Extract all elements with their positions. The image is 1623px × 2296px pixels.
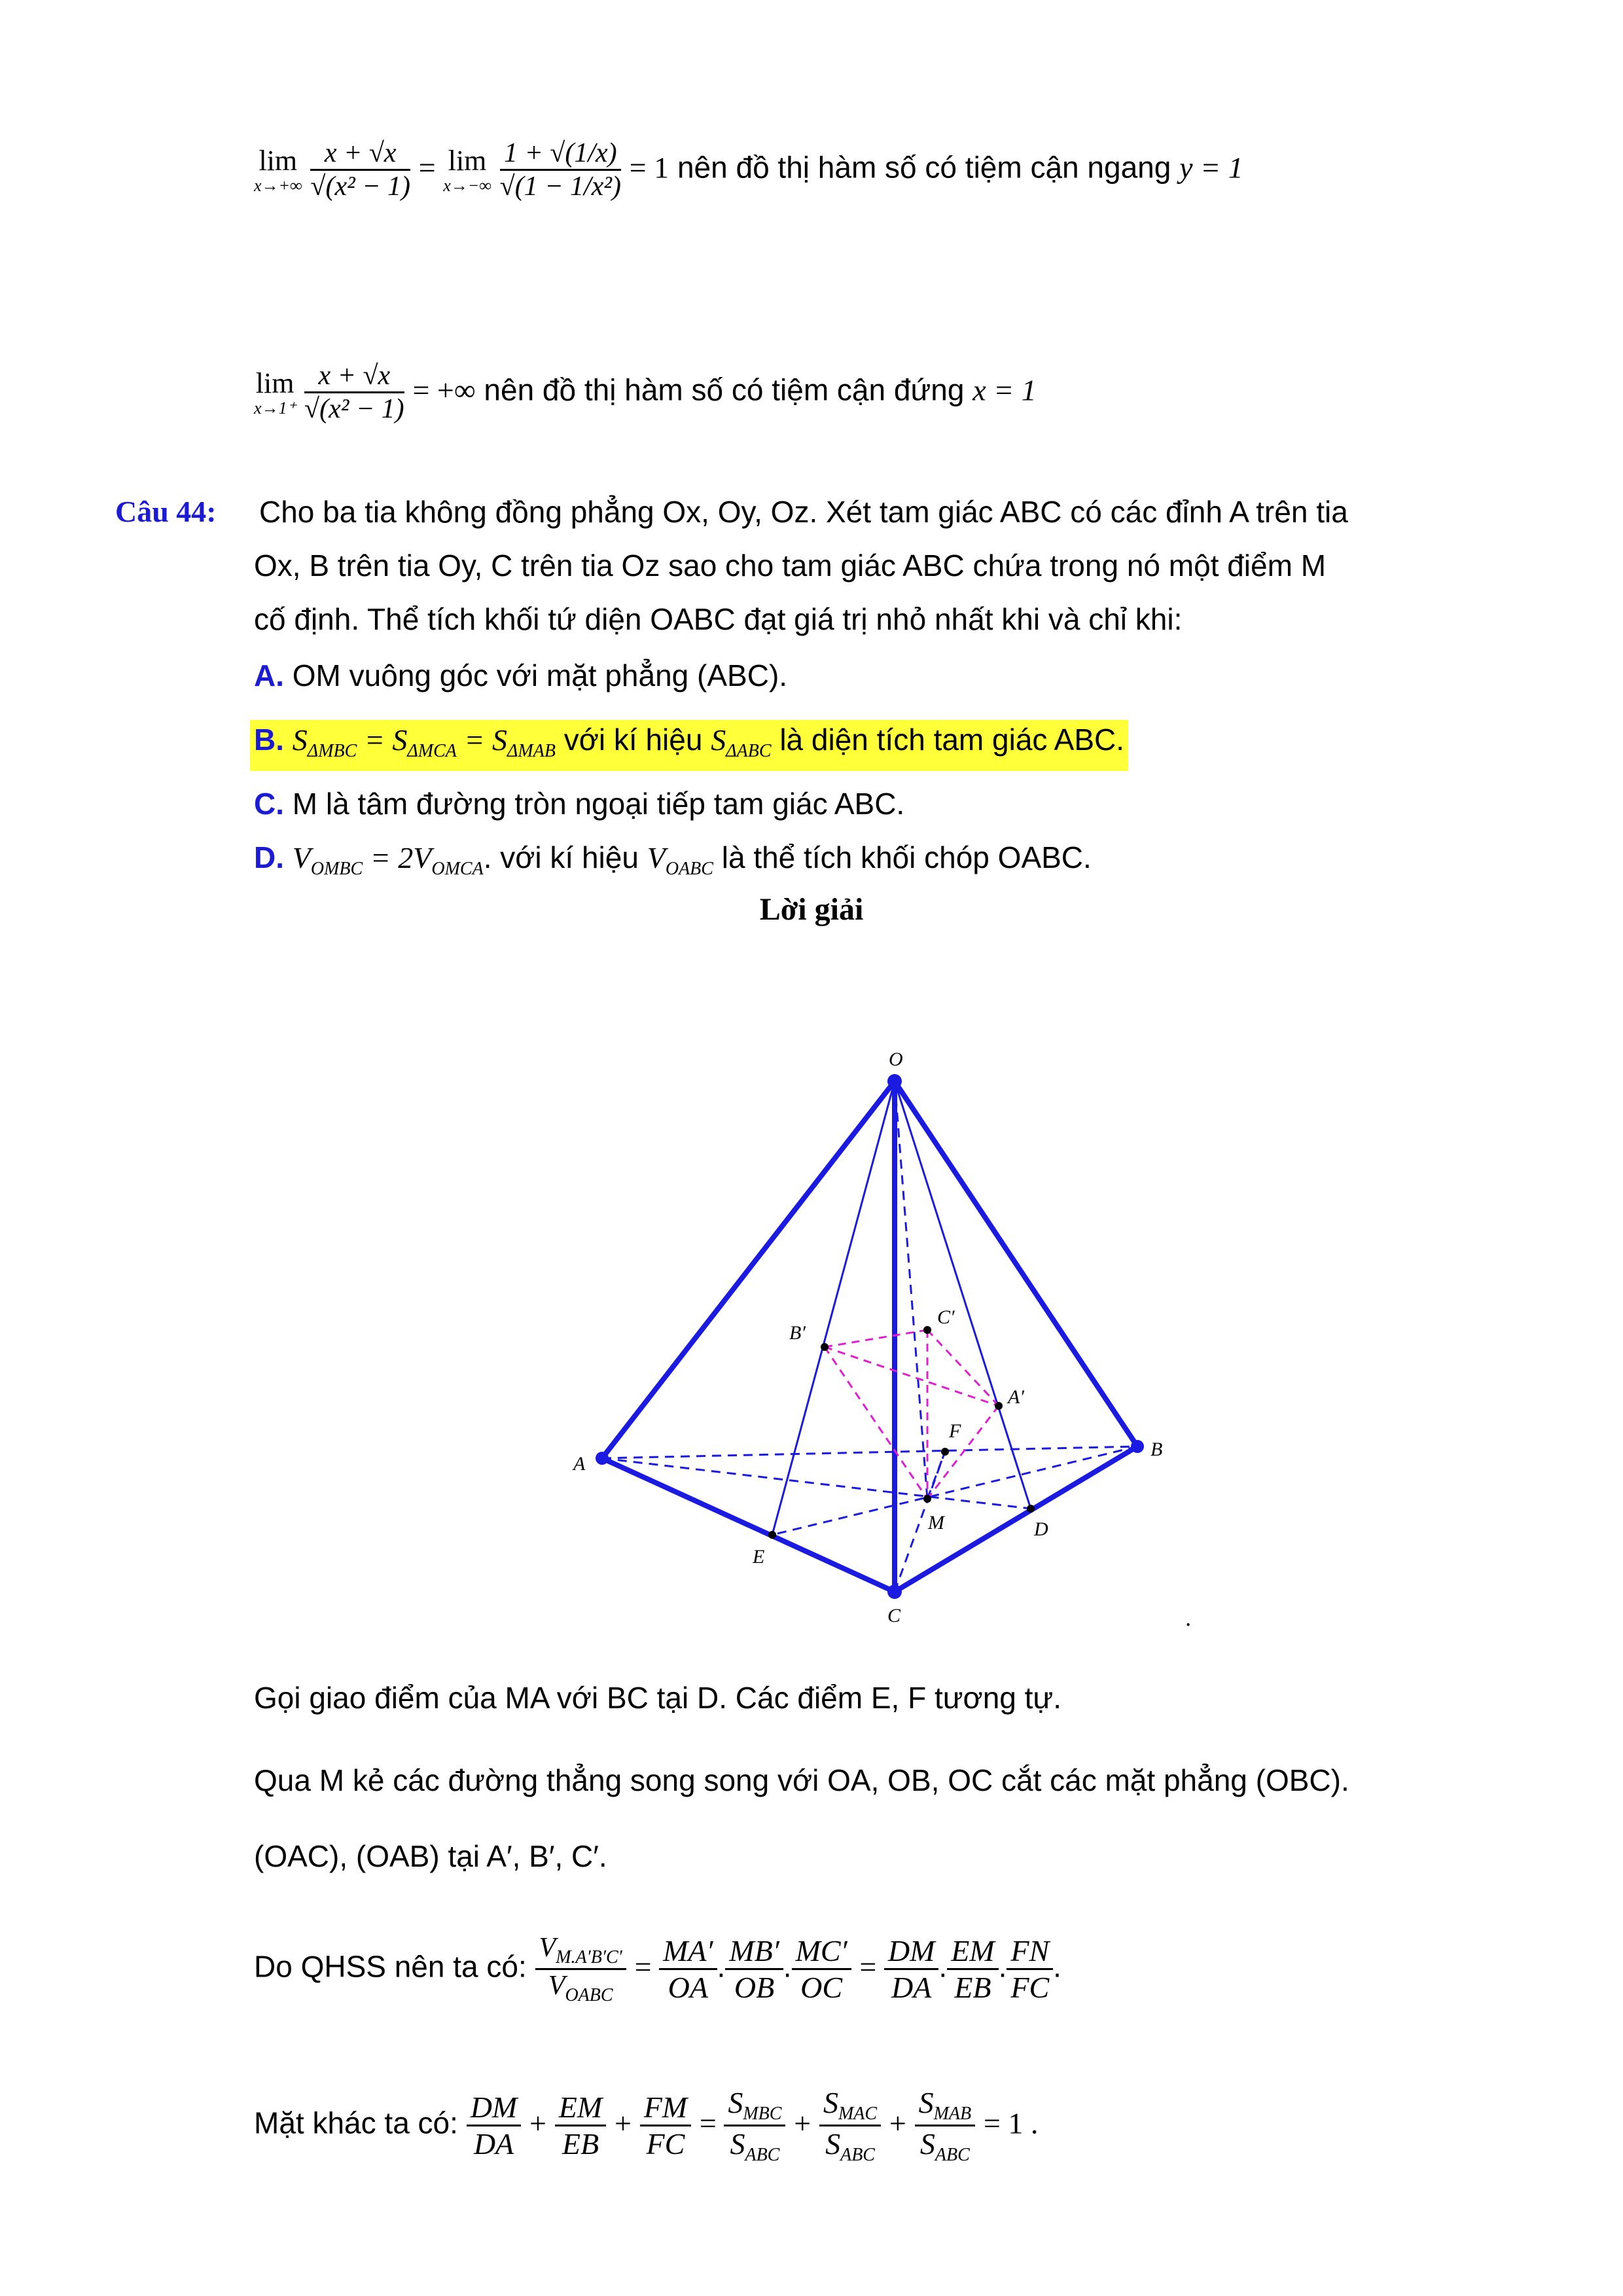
label-C: C (887, 1605, 901, 1626)
label-A1: A′ (1008, 1386, 1024, 1408)
label-B: B (1150, 1439, 1163, 1460)
paragraph-2: Qua M kẻ các đường thẳng song song với OA, OB, OC cắt các mặt phẳng (OBC). (254, 1763, 1349, 1797)
lim-operator: lim x→+∞ (254, 144, 302, 195)
label-D: D (1034, 1518, 1048, 1540)
limit-line-2: lim x→1⁺ $\frac{x + √x}{\text{√(x² − 1)}}$ = +∞ nên đồ thị hàm số có tiệm cận đứng x = 1 (254, 361, 1037, 424)
solution-title: Lời giải (759, 892, 864, 927)
question-line-3: cố định. Thể tích khối tứ diện OABC đạt giá trị nhỏ nhất khi và chỉ khi: (254, 602, 1183, 636)
figure-trailing-dot: . (1186, 1605, 1192, 1631)
label-O: O (889, 1049, 903, 1070)
question-line-1: Cho ba tia không đồng phẳng Ox, Oy, Oz. Xét tam giác ABC có các đỉnh A trên tia (259, 495, 1348, 529)
paragraph-1: Gọi giao điểm của MA với BC tại D. Các điểm E, F tương tự. (254, 1681, 1062, 1715)
label-B1: B′ (789, 1322, 806, 1344)
label-M: M (928, 1512, 944, 1534)
option-d: D. $V_{OMBC} = 2V_{OMCA}$. với kí hiệu $V_{OABC}$ là thể tích khối chóp OABC. (254, 840, 1092, 879)
fraction: $\frac{x + √x}{\text{√(x² − 1)}}$ (304, 361, 404, 424)
paragraph-3: (OAC), (OAB) tại A′, B′, C′. (254, 1839, 607, 1873)
formula-line-1: Do QHSS nên ta có: $\frac{V_{M.A'B'C'}}{V_{OABC}}$ = $\frac{MA'}{OA}$ . $\frac{MB'}{OB}$ . $\frac{MC'}{OC}$ = $\frac{DM}{DA}$ . $\frac{EM}{EB}$ . $\frac{FN}{FC}$ . (254, 1933, 1061, 2005)
lim-operator: lim x→−∞ (443, 144, 491, 195)
lim-operator: lim x→1⁺ (254, 367, 296, 418)
option-c: C. M là tâm đường tròn ngoại tiếp tam giác ABC. (254, 787, 905, 821)
formula-line-2: Mặt khác ta có: $\frac{DM}{DA}$ + $\frac{EM}{EB}$ + $\frac{FM}{FC}$ = $\frac{S_{MBC}}{S_{ABC}}$ + $\frac{S_{MAC}}{S_{ABC}}$ + $\frac{S_{MAB}}{S_{ABC}}$ = 1 . (254, 2086, 1039, 2165)
question-label: Câu 44: (115, 495, 217, 528)
fraction: $\frac{x + √x}{\text{√(x² − 1)}}$ (310, 138, 411, 202)
edge-AC (602, 1458, 895, 1592)
label-C1: C′ (937, 1306, 955, 1328)
question-line-2: Ox, B trên tia Oy, C trên tia Oz sao cho tam giác ABC chứa trong nó một điểm M (254, 548, 1327, 583)
label-A: A (573, 1453, 586, 1475)
option-b: B. $S_{\Delta MBC} = S_{\Delta MCA} = S_{\Delta MAB}$ với kí hiệu $S_{\Delta ABC}$ là diện tích tam giác ABC. (250, 720, 1128, 771)
label-E: E (753, 1546, 765, 1568)
limit-line-1: lim x→+∞ $\frac{x + √x}{\text{√(x² − 1)}}$ = lim x→−∞ $\frac{1 + √(1/x)}{\text{√(1 − 1/x²)}}$ = 1 nên đồ thị hàm số có tiệm cận ngang y = 1 (254, 138, 1243, 202)
label-F: F (949, 1420, 961, 1442)
option-a: A. OM vuông góc với mặt phẳng (ABC). (254, 658, 788, 692)
fraction: $\frac{1 + √(1/x)}{\text{√(1 − 1/x²)}}$ (499, 138, 621, 202)
edge-OA (602, 1081, 895, 1458)
